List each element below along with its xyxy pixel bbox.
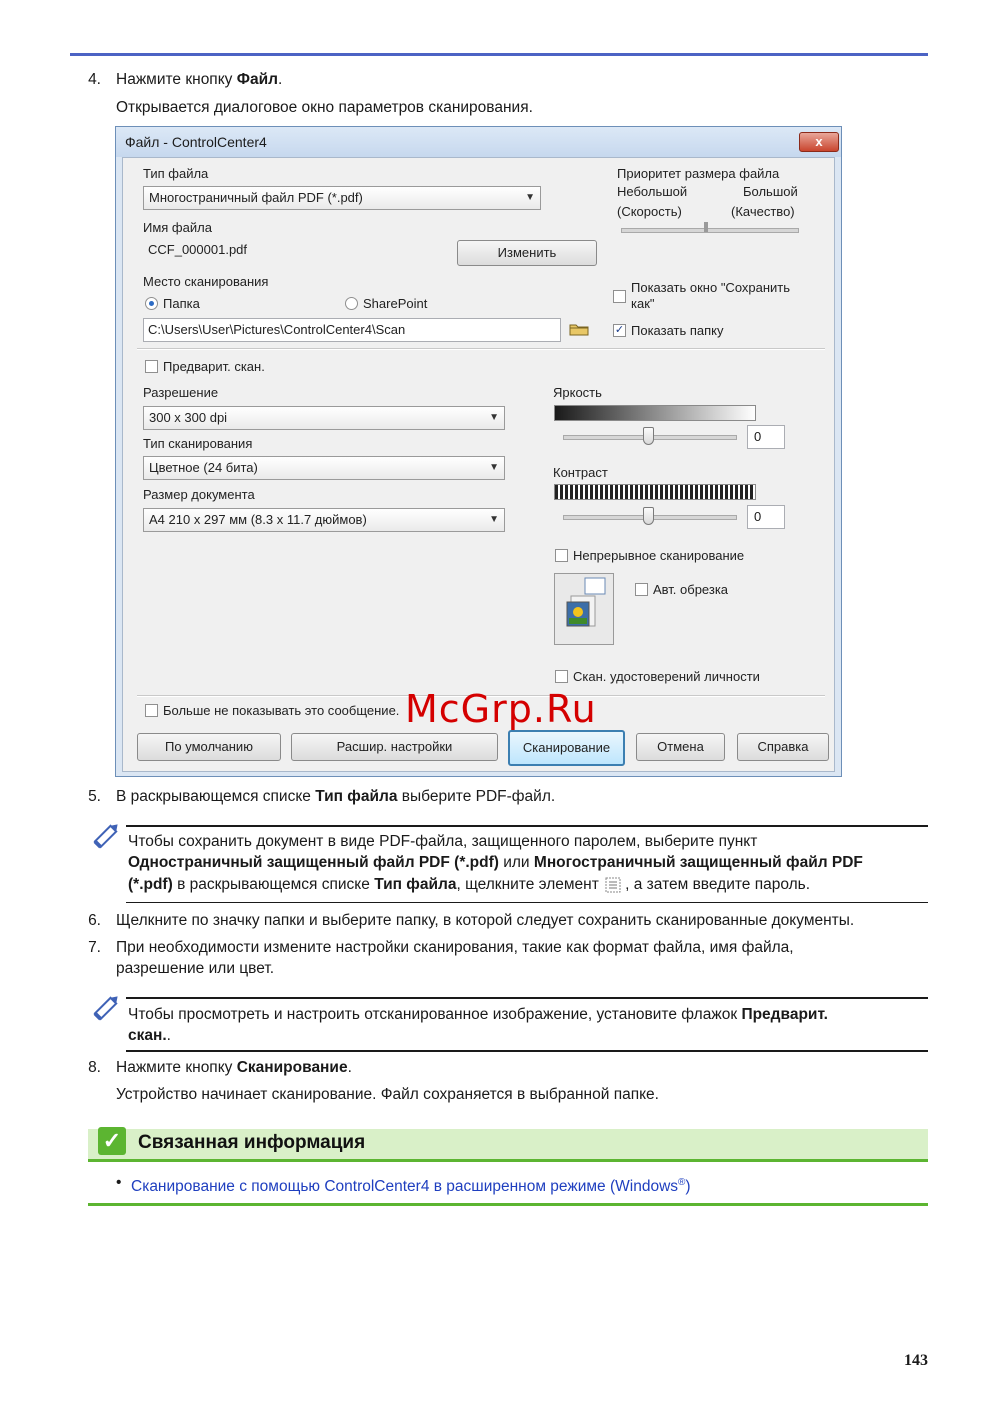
scan-dialog xyxy=(115,126,842,777)
contrast-slider-thumb[interactable] xyxy=(643,507,654,525)
continuous-scan-label: Непрерывное сканирование xyxy=(573,548,745,563)
scan-button[interactable]: Сканирование xyxy=(508,730,625,766)
file-type-label: Тип файла xyxy=(143,166,209,181)
divider xyxy=(137,348,825,350)
note-1-bottom-rule xyxy=(126,902,928,903)
brightness-label: Яркость xyxy=(553,385,602,400)
scan-type-select[interactable]: Цветное (24 бита) ▼ xyxy=(143,456,505,480)
resolution-label: Разрешение xyxy=(143,385,219,400)
note-1-line-1: Чтобы сохранить документ в виде PDF-файла, защищенного паролем, выберите пункт xyxy=(128,833,758,850)
priority-large-label: Большой xyxy=(743,184,798,199)
related-info-rule xyxy=(88,1159,928,1162)
pencil-note-icon xyxy=(92,992,120,1020)
doc-size-label: Размер документа xyxy=(143,487,255,502)
contrast-label: Контраст xyxy=(553,465,608,480)
id-scan-label: Скан. удостоверений личности xyxy=(573,669,760,684)
show-save-as-checkbox[interactable] xyxy=(613,290,626,303)
dont-show-checkbox[interactable] xyxy=(145,704,158,717)
step-8-number: 8. xyxy=(88,1059,101,1076)
step-6-number: 6. xyxy=(88,912,101,929)
dialog-title: Файл - ControlCenter4 xyxy=(125,134,267,150)
note-2-top-rule xyxy=(126,997,928,999)
related-bullet: • xyxy=(116,1174,122,1191)
doc-size-select[interactable]: A4 210 x 297 мм (8.3 x 11.7 дюймов) ▼ xyxy=(143,508,505,532)
file-name-label: Имя файла xyxy=(143,220,212,235)
show-save-as-label-2: как" xyxy=(631,296,655,311)
auto-crop-image-icon xyxy=(554,573,614,645)
show-save-as-label-1: Показать окно "Сохранить xyxy=(631,280,791,295)
advanced-settings-button[interactable]: Расшир. настройки xyxy=(291,733,498,761)
page-number: 143 xyxy=(904,1352,928,1369)
password-element-icon xyxy=(603,876,625,894)
related-info-title: Связанная информация xyxy=(138,1132,366,1153)
contrast-value-field[interactable]: 0 xyxy=(747,505,785,529)
brightness-slider-thumb[interactable] xyxy=(643,427,654,445)
note-1-line-2: Одностраничный защищенный файл PDF (*.pdf) или Многостраничный защищенный файл PDF xyxy=(128,854,863,871)
resolution-select[interactable]: 300 x 300 dpi ▼ xyxy=(143,406,505,430)
note-2-bottom-rule xyxy=(126,1050,928,1052)
watermark: McGrp.Ru xyxy=(405,687,597,731)
close-icon[interactable]: x xyxy=(799,132,839,152)
step-7-line-2: разрешение или цвет. xyxy=(116,960,275,977)
step-4-number: 4. xyxy=(88,71,101,88)
step-7-number: 7. xyxy=(88,939,101,956)
folder-radio-label: Папка xyxy=(163,296,200,311)
step-6-text: Щелкните по значку папки и выберите папку, в которой следует сохранить сканированные документы. xyxy=(116,912,855,929)
top-rule xyxy=(70,53,928,56)
preview-scan-label: Предварит. скан. xyxy=(163,359,265,374)
priority-large-sub: (Качество) xyxy=(731,204,795,219)
note-2-line-1: Чтобы просмотреть и настроить отсканированное изображение, установите флажок Предварит. xyxy=(128,1006,828,1023)
priority-small-sub: (Скорость) xyxy=(617,204,682,219)
note-1-top-rule xyxy=(126,825,928,827)
auto-crop-checkbox[interactable] xyxy=(635,583,648,596)
step-4-text: Нажмите кнопку Файл. xyxy=(116,71,283,88)
sharepoint-radio[interactable] xyxy=(345,297,358,310)
folder-icon[interactable] xyxy=(569,322,589,336)
step-7-line-1: При необходимости измените настройки сканирования, такие как формат файла, имя файла, xyxy=(116,939,794,956)
pencil-note-icon xyxy=(92,820,120,848)
chevron-down-icon: ▼ xyxy=(489,462,499,473)
note-1-line-3: (*.pdf) в раскрывающемся списке Тип файла, щелкните элемент , а затем введите пароль. xyxy=(128,876,811,893)
show-folder-label: Показать папку xyxy=(631,323,724,338)
chevron-down-icon: ▼ xyxy=(525,192,535,203)
step-5-text: В раскрывающемся списке Тип файла выберите PDF-файл. xyxy=(116,788,556,805)
scan-type-label: Тип сканирования xyxy=(143,436,253,451)
priority-slider-thumb[interactable] xyxy=(704,222,708,232)
default-button[interactable]: По умолчанию xyxy=(137,733,281,761)
preview-scan-checkbox[interactable] xyxy=(145,360,158,373)
dont-show-label: Больше не показывать это сообщение. xyxy=(163,703,400,718)
sharepoint-radio-label: SharePoint xyxy=(363,296,428,311)
dialog-title-bar xyxy=(116,127,841,157)
auto-crop-label: Авт. обрезка xyxy=(653,582,729,597)
priority-label: Приоритет размера файла xyxy=(617,166,780,181)
continuous-scan-checkbox[interactable] xyxy=(555,549,568,562)
checkmark-icon: ✓ xyxy=(98,1127,126,1155)
chevron-down-icon: ▼ xyxy=(489,412,499,423)
related-info-bottom-rule xyxy=(88,1203,928,1206)
brightness-value-field[interactable]: 0 xyxy=(747,425,785,449)
chevron-down-icon: ▼ xyxy=(489,514,499,525)
path-field[interactable]: C:\Users\User\Pictures\ControlCenter4\Scan xyxy=(143,318,561,342)
step-8-text: Нажмите кнопку Сканирование. xyxy=(116,1059,352,1076)
step-8-subtext: Устройство начинает сканирование. Файл сохраняется в выбранной папке. xyxy=(116,1086,659,1103)
cancel-button[interactable]: Отмена xyxy=(636,733,725,761)
dialog-body xyxy=(122,157,835,772)
priority-slider-track[interactable] xyxy=(621,228,799,233)
step-4-subtext: Открывается диалоговое окно параметров сканирования. xyxy=(116,99,533,116)
related-link[interactable]: Сканирование с помощью ControlCenter4 в расширенном режиме (Windows®) xyxy=(131,1177,691,1196)
id-scan-checkbox[interactable] xyxy=(555,670,568,683)
brightness-gradient xyxy=(554,405,756,421)
location-label: Место сканирования xyxy=(143,274,269,289)
contrast-pattern xyxy=(554,484,756,500)
file-name-field[interactable]: CCF_000001.pdf xyxy=(148,242,248,257)
change-button[interactable]: Изменить xyxy=(457,240,597,266)
file-type-select[interactable]: Многостраничный файл PDF (*.pdf) ▼ xyxy=(143,186,541,210)
help-button[interactable]: Справка xyxy=(737,733,829,761)
show-folder-checkbox[interactable]: ✓ xyxy=(614,324,625,336)
step-5-number: 5. xyxy=(88,788,101,805)
note-2-line-2: скан.. xyxy=(128,1027,171,1044)
folder-radio[interactable] xyxy=(145,297,158,310)
priority-small-label: Небольшой xyxy=(617,184,688,199)
